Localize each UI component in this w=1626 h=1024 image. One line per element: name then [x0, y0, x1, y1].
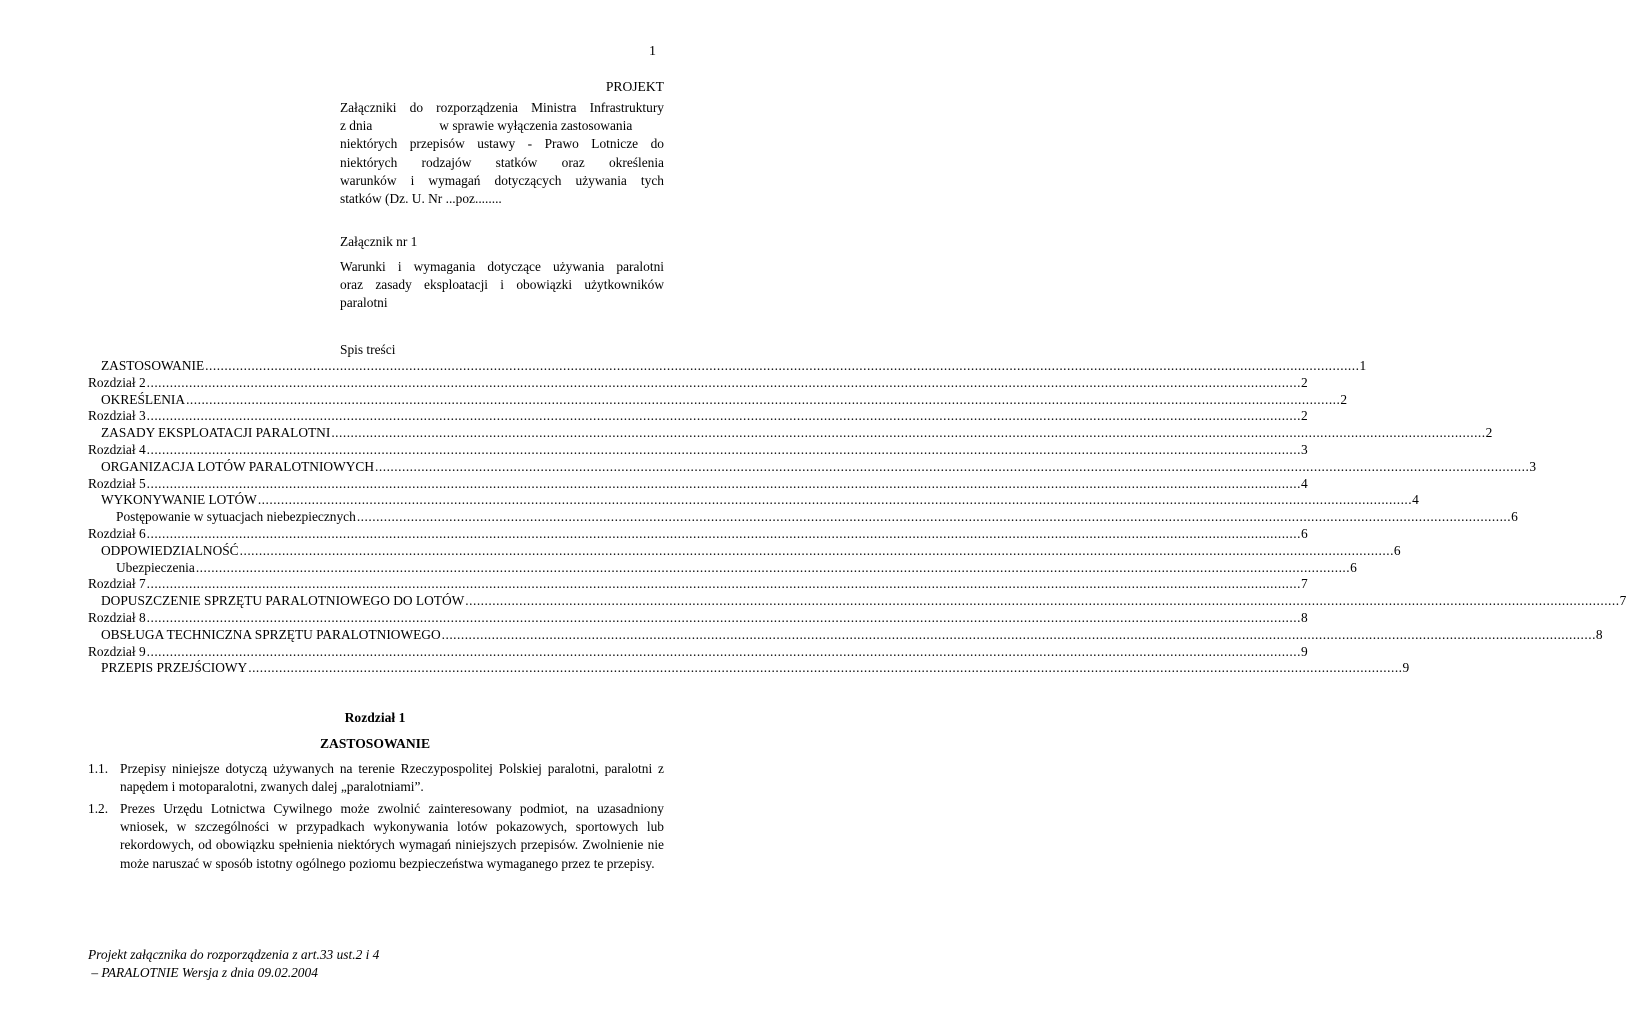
annex-title [340, 258, 664, 313]
toc-leader-dots: ............................................................................................................................................................................................................................................................................................................ [186, 391, 1341, 407]
toc-leader-dots: ............................................................................................................................................................................................................................................................................................................ [465, 593, 1620, 609]
toc-entry-page: 2 [1300, 374, 1308, 390]
toc-entry-title: Rozdział 2 [88, 374, 146, 390]
toc-entry-title: ZASTOSOWANIE [101, 358, 205, 373]
footer-line: Projekt załącznika do rozporządzenia z art.33 ust.2 i 4 [88, 947, 380, 962]
chapter-title: ZASTOSOWANIE [319, 736, 431, 751]
toc-leader-dots: ............................................................................................................................................................................................................................................................................................................ [239, 542, 1394, 558]
toc-entry[interactable] [88, 593, 1626, 610]
toc-entry-title: Postępowanie w sytuacjach niebezpiecznych [116, 509, 356, 525]
header-line: niektórych rodzajów statków oraz określenia [340, 154, 664, 170]
toc-entry-title: Ubezpieczenia [116, 559, 195, 575]
toc-leader-dots: ............................................................................................................................................................................................................................................................................................................ [146, 441, 1301, 457]
chapter-number: Rozdział 1 [344, 710, 406, 725]
toc-entry-title: ZASADY EKSPLOATACJI PARALOTNI [101, 425, 331, 441]
toc-entry[interactable] [88, 425, 1493, 442]
toc-entry-title: Rozdział 5 [88, 475, 146, 491]
toc-entry-page: 2 [1300, 408, 1308, 424]
toc-entry-page: 6 [1300, 525, 1308, 541]
header-line: statków (Dz. U. Nr ...poz........ [340, 191, 502, 207]
toc-leader-dots: ............................................................................................................................................................................................................................................................................................................ [441, 626, 1596, 642]
toc-entry-title: Rozdział 9 [88, 643, 146, 659]
toc-entry-title: PRZEPIS PRZEJŚCIOWY [101, 660, 248, 676]
paragraph [88, 800, 664, 873]
paragraph-number: 1.2. [88, 801, 109, 816]
page-number: 1 [649, 44, 656, 59]
toc-entry-title: Rozdział 4 [88, 441, 146, 457]
header-line: warunków i wymagań dotyczących używania tych [340, 172, 664, 188]
page-footer [88, 946, 379, 982]
toc-entry-page: 7 [1300, 576, 1308, 592]
toc-entry[interactable] [88, 458, 1537, 476]
toc-entry[interactable] [88, 391, 1348, 409]
toc-heading: Spis treści [340, 342, 396, 357]
toc-leader-dots: ............................................................................................................................................................................................................................................................................................................ [331, 425, 1486, 441]
toc-entry-title: OKREŚLENIA [101, 391, 186, 407]
toc-entry-title: ORGANIZACJA LOTÓW PARALOTNIOWYCH [101, 458, 375, 474]
toc-entry-page: 4 [1300, 475, 1308, 491]
toc-entry-page: 1 [1359, 358, 1367, 373]
toc-leader-dots: ............................................................................................................................................................................................................................................................................................................ [356, 509, 1512, 525]
header-line: Załączniki do rozporządzenia Ministra Infrastruktury [340, 100, 664, 115]
toc-leader-dots: ............................................................................................................................................................................................................................................................................................................ [146, 525, 1301, 541]
toc-entry[interactable] [88, 559, 1357, 577]
paragraph-text: Prezes Urzędu Lotnictwa Cywilnego może zwolnić zainteresowany podmiot, na uzasadniony wniosek, w szczególności w przypadkach wykonywania lotów pokazowych, sportowych lub rekordowych, od obowiązku spełnienia niektórych wymagań niniejszych przepisów. Zwolnienie nie może naruszać w sposób istotny ogólnego poziomu bezpieczeństwa wymaganego przez te przepisy. [120, 801, 664, 871]
toc-entry-title: ODPOWIEDZIALNOŚĆ [101, 542, 239, 558]
paragraph-number: 1.1. [88, 761, 109, 776]
toc-leader-dots: ............................................................................................................................................................................................................................................................................................................ [146, 643, 1301, 659]
toc-entry[interactable] [88, 525, 1308, 543]
annex-label: Załącznik nr 1 [340, 234, 418, 249]
toc-leader-dots: ............................................................................................................................................................................................................................................................................................................ [205, 358, 1360, 373]
toc-entry[interactable] [88, 441, 1308, 459]
annex-title-line: Warunki i wymagania dotyczące używania paralotni [340, 259, 664, 274]
paragraph [88, 760, 664, 796]
toc-leader-dots: ............................................................................................................................................................................................................................................................................................................ [248, 660, 1403, 676]
toc-entry-title: WYKONYWANIE LOTÓW [101, 492, 257, 508]
toc-entry-page: 7 [1619, 593, 1626, 609]
toc-entry-title: Rozdział 6 [88, 525, 146, 541]
toc-entry[interactable] [88, 576, 1308, 593]
toc-leader-dots: ............................................................................................................................................................................................................................................................................................................ [146, 475, 1301, 491]
toc-entry-page: 3 [1529, 458, 1537, 474]
document-status: PROJEKT [605, 79, 664, 94]
toc-entry-title: Rozdział 7 [88, 576, 146, 592]
toc-entry-title: OBSŁUGA TECHNICZNA SPRZĘTU PARALOTNIOWEGO [101, 626, 441, 642]
toc-leader-dots: ............................................................................................................................................................................................................................................................................................................ [195, 559, 1351, 575]
annex-title-line: oraz zasady eksploatacji i obowiązki użytkowników [340, 277, 664, 293]
toc-entry-page: 2 [1340, 391, 1348, 407]
toc-leader-dots: ............................................................................................................................................................................................................................................................................................................ [146, 408, 1301, 424]
annex-title-line: paralotni [340, 295, 388, 311]
toc-entry-title: Rozdział 8 [88, 609, 146, 625]
toc-entry-page: 8 [1300, 609, 1308, 625]
toc-entry[interactable] [88, 509, 1518, 526]
toc-entry-title: Rozdział 3 [88, 408, 146, 424]
toc-entry-page: 9 [1402, 660, 1410, 676]
toc-entry[interactable] [88, 374, 1308, 392]
toc-entry-page: 4 [1412, 492, 1419, 508]
toc-entry[interactable] [88, 492, 1419, 509]
toc-entry-page: 8 [1595, 626, 1603, 642]
toc-entry[interactable] [88, 609, 1308, 627]
toc-entry[interactable] [88, 358, 1367, 375]
toc-leader-dots: ............................................................................................................................................................................................................................................................................................................ [257, 492, 1413, 508]
toc-leader-dots: ............................................................................................................................................................................................................................................................................................................ [146, 374, 1301, 390]
table-of-contents [88, 358, 1626, 677]
toc-entry-page: 9 [1300, 643, 1308, 659]
toc-entry[interactable] [88, 626, 1603, 644]
toc-leader-dots: ............................................................................................................................................................................................................................................................................................................ [146, 609, 1301, 625]
toc-entry[interactable] [88, 542, 1401, 560]
toc-entry[interactable] [88, 660, 1410, 677]
header-line: z dnia w sprawie wyłączenia zastosowania [340, 118, 633, 134]
toc-entry-page: 6 [1511, 509, 1518, 525]
footer-line: – PARALOTNIE Wersja z dnia 09.02.2004 [88, 965, 318, 981]
regulation-header [340, 99, 664, 208]
toc-entry-title: DOPUSZCZENIE SPRZĘTU PARALOTNIOWEGO DO LOTÓW [101, 593, 465, 609]
toc-leader-dots: ............................................................................................................................................................................................................................................................................................................ [375, 458, 1530, 474]
toc-leader-dots: ............................................................................................................................................................................................................................................................................................................ [146, 576, 1301, 592]
toc-entry[interactable] [88, 643, 1308, 661]
toc-entry[interactable] [88, 475, 1308, 493]
toc-entry[interactable] [88, 408, 1308, 425]
toc-entry-page: 6 [1350, 559, 1357, 575]
header-line: niektórych przepisów ustawy - Prawo Lotnicze do [340, 136, 664, 152]
toc-entry-page: 6 [1393, 542, 1401, 558]
toc-entry-page: 3 [1300, 441, 1308, 457]
paragraph-text: Przepisy niniejsze dotyczą używanych na terenie Rzeczypospolitej Polskiej paralotni, paralotni z napędem i motoparalotni, zwanych dalej „paralotniami”. [120, 761, 664, 795]
toc-entry-page: 2 [1485, 425, 1493, 441]
